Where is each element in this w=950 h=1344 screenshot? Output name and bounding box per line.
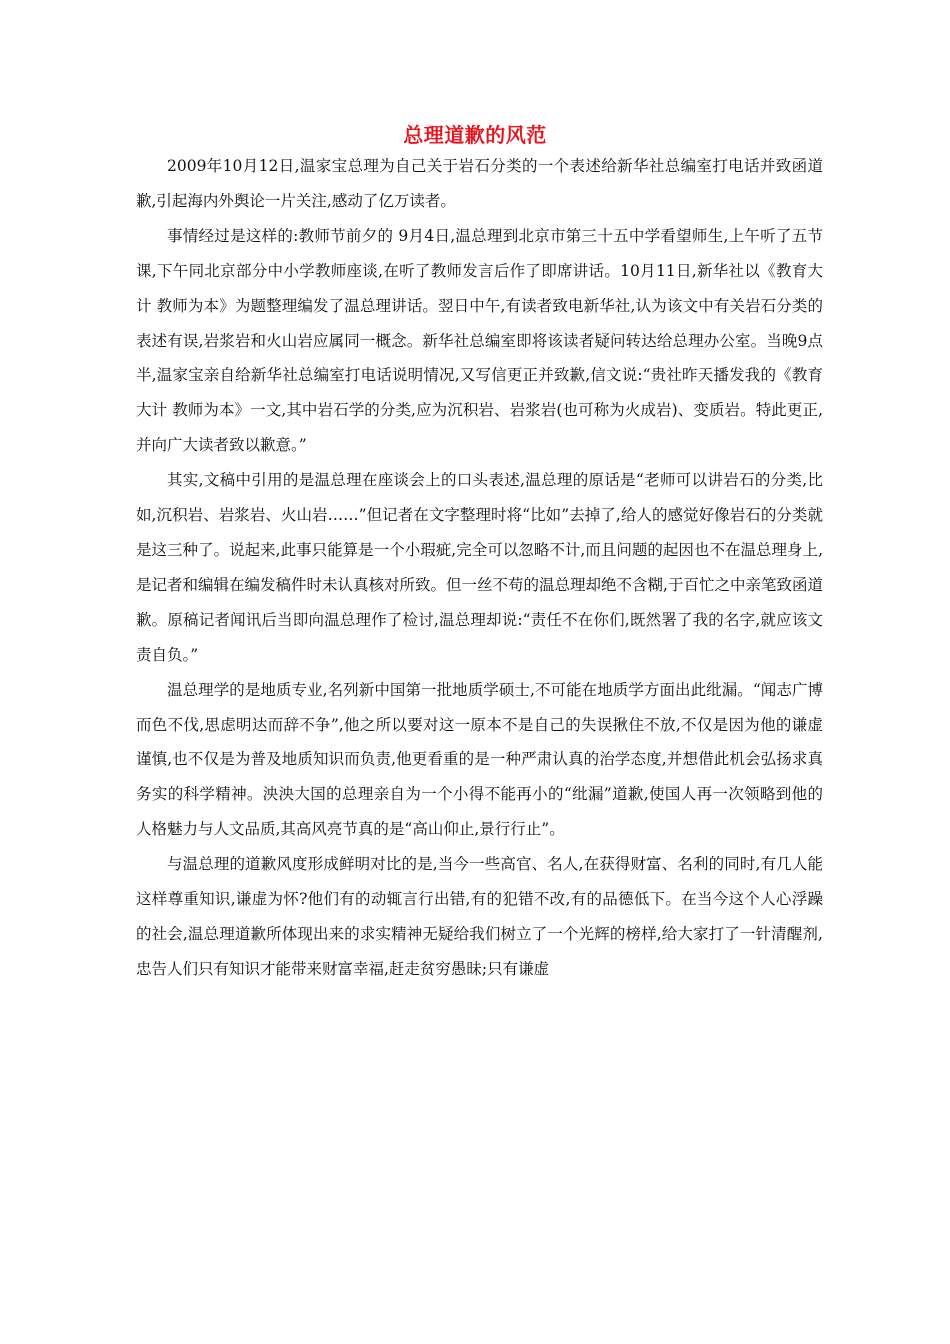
document-body <box>136 149 823 987</box>
paragraph-4: 温总理学的是地质专业,名列新中国第一批地质学硕士,不可能在地质学方面出此纰漏。“闻志广博而色不伐,思虑明达而辞不争”,他之所以要对这一原本不是自己的失误揪住不放,不仅是因为他的谦虚谨慎,也不仅是为普及地质知识而负责,他更看重的是一种严肃认真的治学态度,并想借此机会弘扬求真务实的科学精神。泱泱大国的总理亲自为一个小得不能再小的“纰漏”道歉,使国人再一次领略到他的人格魅力与人文品质,其高风亮节真的是“高山仰止,景行行止”。 <box>136 680 823 839</box>
paragraph-3: 其实,文稿中引用的是温总理在座谈会上的口头表述,温总理的原话是“老师可以讲岩石的分类,比如,沉积岩、岩浆岩、火山岩……”但记者在文字整理时将“比如”去掉了,给人的感觉好像岩石的分类就是这三种了。说起来,此事只能算是一个小瑕疵,完全可以忽略不计,而且问题的起因也不在温总理身上,是记者和编辑在编发稿件时未认真核对所致。但一丝不苟的温总理却绝不含糊,于百忙之中亲笔致函道歉。原稿记者闻讯后当即向温总理作了检讨,温总理却说:“责任不在你们,既然署了我的名字,就应该文责自负。” <box>136 471 823 664</box>
paragraph-5: 与温总理的道歉风度形成鲜明对比的是,当今一些高官、名人,在获得财富、名利的同时,有几人能这样尊重知识,谦虚为怀?他们有的动辄言行出错,有的犯错不改,有的品德低下。在当今这个人心浮躁的社会,温总理道歉所体现出来的求实精神无疑给我们树立了一个光辉的榜样,给大家打了一针清醒剂,忠告人们只有知识才能带来财富幸福,赶走贫穷愚昧;只有谦虚 <box>136 855 823 978</box>
paragraph-2: 事情经过是这样的:教师节前夕的 9月4日,温总理到北京市第三十五中学看望师生,上午听了五节课,下午同北京部分中小学教师座谈,在听了教师发言后作了即席讲话。10月11日,新华社以《教育大计 教师为本》为题整理编发了温总理讲话。翌日中午,有读者致电新华社,认为该文中有关岩石分类的表述有误,岩浆岩和火山岩应属同一概念。新华社总编室即将该读者疑问转达给总理办公室。当晚9点半,温家宝亲自给新华社总编室打电话说明情况,又写信更正并致歉,信文说:“贵社昨天播发我的《教育大计 教师为本》一文,其中岩石学的分类,应为沉积岩、岩浆岩(也可称为火成岩)、变质岩。特此更正,并向广大读者致以歉意。” <box>136 226 823 455</box>
document-title: 总理道歉的风范 <box>403 123 547 147</box>
paragraph-1: 2009年10月12日,温家宝总理为自己关于岩石分类的一个表述给新华社总编室打电话并致函道歉,引起海内外舆论一片关注,感动了亿万读者。 <box>136 157 823 210</box>
